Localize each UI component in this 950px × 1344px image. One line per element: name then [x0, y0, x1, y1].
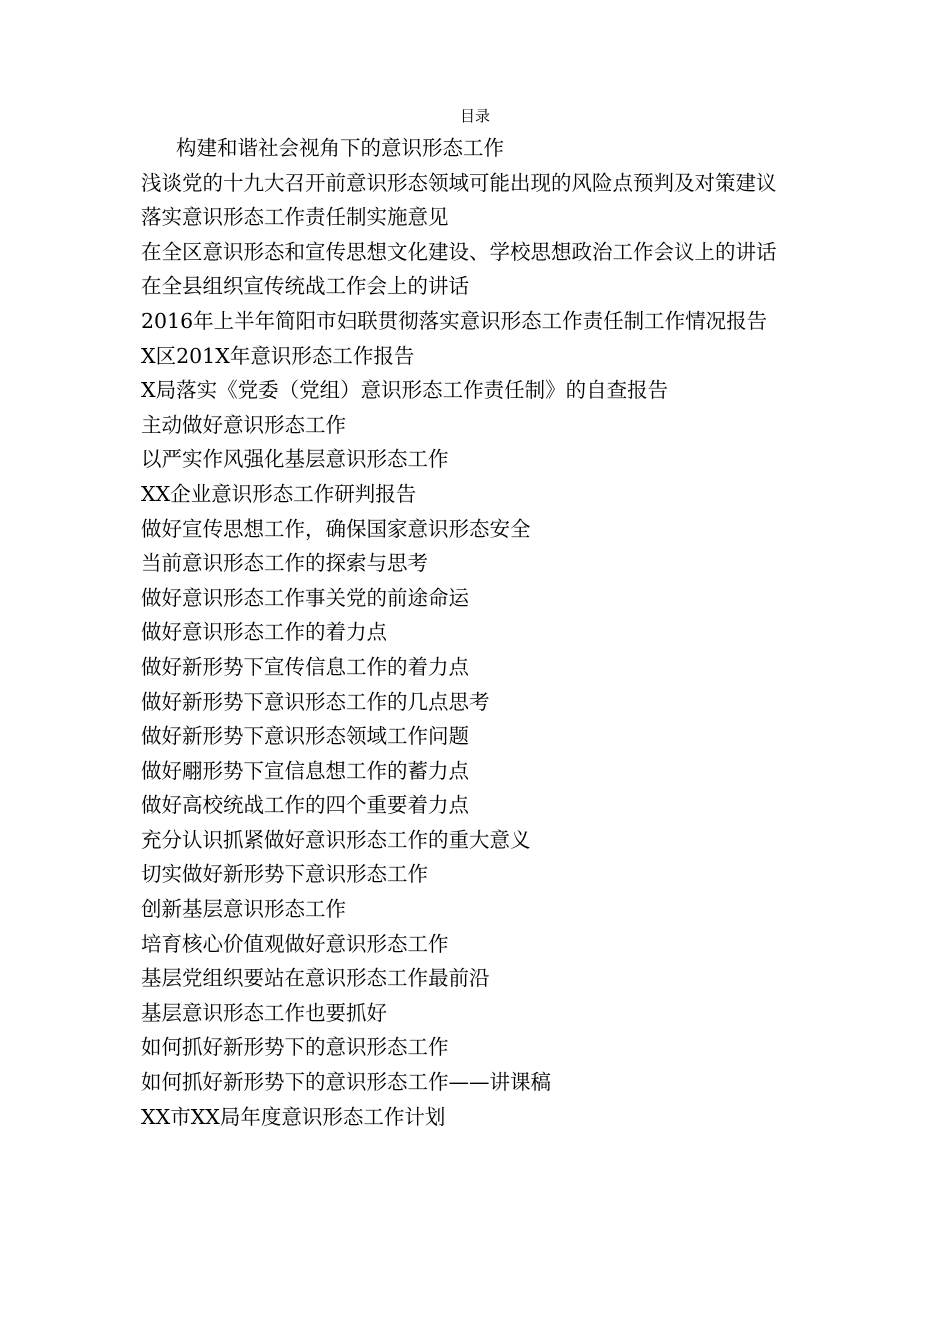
toc-entry: 做好意识形态工作事关党的前途命运 [141, 585, 469, 610]
toc-entry: 在全区意识形态和宣传思想文化建设、学校思想政治工作会议上的讲话 [141, 239, 777, 264]
toc-title: 目录 [459, 107, 490, 125]
toc-entry: 创新基层意识形态工作 [141, 897, 346, 922]
toc-entry: 做好新形势下宣传信息工作的着力点 [141, 654, 469, 679]
toc-entry: X区201X年意识形态工作报告 [141, 343, 415, 368]
toc-entry: 基层党组织要站在意识形态工作最前沿 [141, 966, 490, 991]
toc-entry: 当前意识形态工作的探索与思考 [141, 551, 428, 576]
toc-entry: 充分认识抓紧做好意识形态工作的重大意义 [141, 827, 531, 852]
toc-entry: 切实做好新形势下意识形态工作 [141, 862, 428, 887]
toc-entry: 做好宣传思想工作，确保国家意识形态安全 [141, 516, 531, 541]
toc-entry: X局落实《党委（党组）意识形态工作责任制》的自查报告 [141, 378, 669, 403]
toc-entry: XX市XX局年度意识形态工作计划 [141, 1104, 446, 1129]
toc-entry: 如何抓好新形势下的意识形态工作 [141, 1035, 449, 1060]
toc-entry: 以严实作风强化基层意识形态工作 [141, 447, 449, 472]
toc-entry: 做好意识形态工作的着力点 [141, 620, 387, 645]
toc-entry: 做好翢形势下宣信息想工作的蓄力点 [141, 758, 469, 783]
toc-entry: 2016年上半年简阳市妇联贯彻落实意识形态工作责任制工作情况报告 [141, 308, 768, 333]
toc-entry: 做好新形势下意识形态工作的几点思考 [141, 689, 490, 714]
toc-entry: 如何抓好新形势下的意识形态工作——讲课稿 [141, 1070, 551, 1095]
toc-entry: 主动做好意识形态工作 [141, 412, 346, 437]
toc-entry: 在全县组织宣传统战工作会上的讲话 [141, 274, 469, 299]
toc-entry: 落实意识形态工作责任制实施意见 [141, 205, 449, 230]
toc-entry: 做好新形势下意识形态领域工作问题 [141, 724, 469, 749]
toc-entry: 基层意识形态工作也要抓好 [141, 1000, 387, 1025]
toc-entry: XX企业意识形态工作研判报告 [141, 481, 417, 506]
toc-entry: 培育核心价值观做好意识形态工作 [141, 931, 449, 956]
toc-list [141, 131, 781, 1134]
toc-entry: 做好高校统战工作的四个重要着力点 [141, 793, 469, 818]
toc-entry: 构建和谐社会视角下的意识形态工作 [176, 136, 504, 160]
toc-entry: 浅谈党的十九大召开前意识形态领域可能出现的风险点预判及对策建议 [141, 170, 777, 195]
